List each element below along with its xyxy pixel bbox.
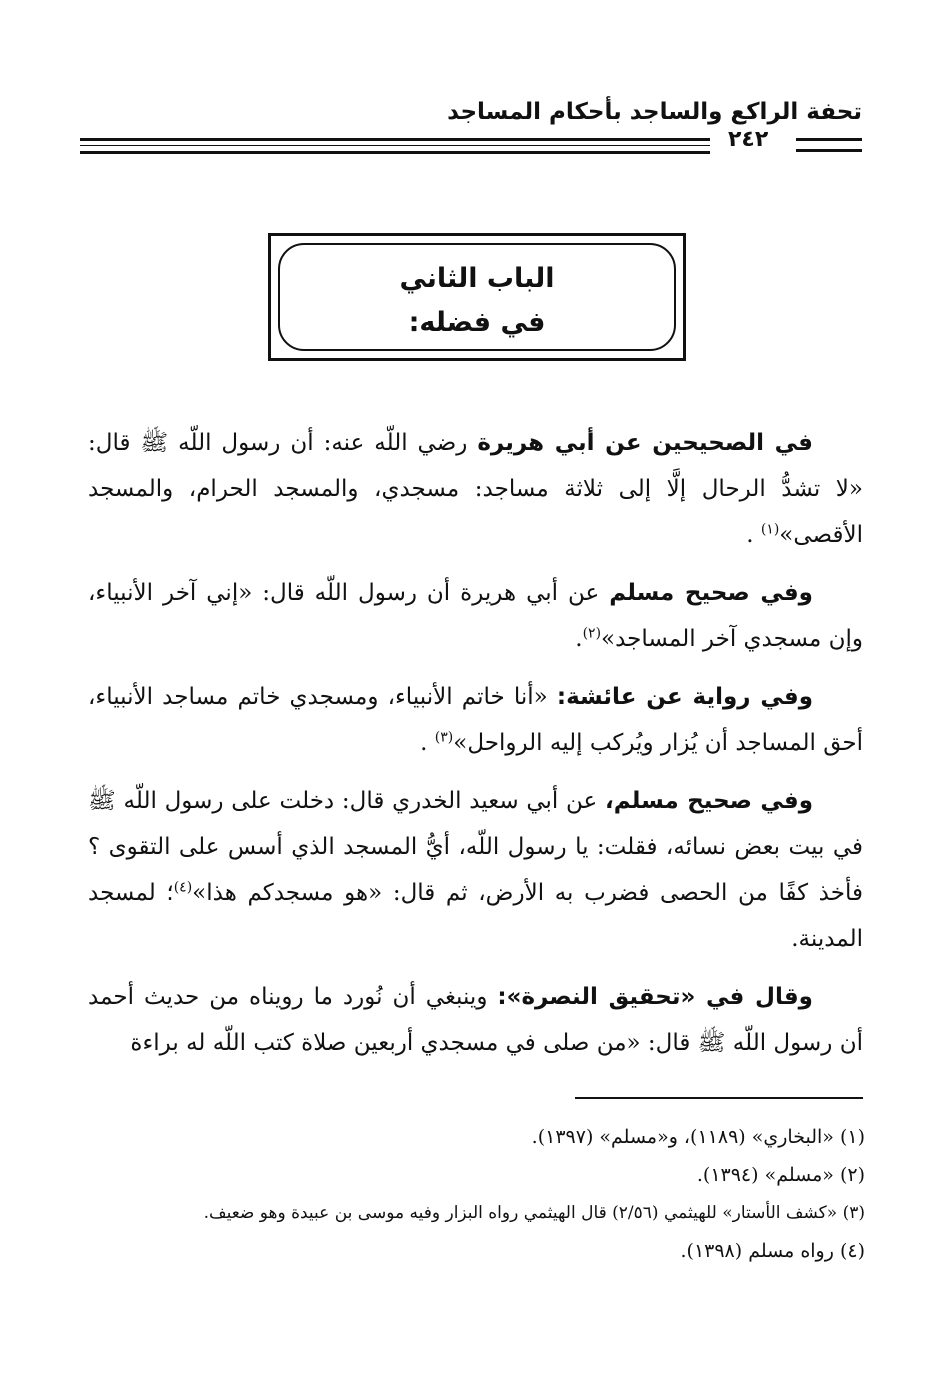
header-rule-top	[80, 138, 710, 141]
paragraph-lead: في الصحيحين عن أبي هريرة	[477, 430, 813, 456]
page-number-rule-top	[796, 138, 862, 141]
footnote-ref: (٤)	[173, 879, 193, 896]
footnote-3: (٣) «كشف الأستار» للهيثمي (٢/٥٦) قال الهيثمي رواه البزار وفيه موسى بن عبيدة وهو ضعيف.	[203, 1203, 865, 1223]
paragraph-lead: وفي رواية عن عائشة:	[556, 684, 813, 710]
page-header	[80, 95, 870, 165]
chapter-heading: الباب الثاني	[399, 263, 555, 294]
paragraph-4	[88, 778, 863, 962]
paragraph-lead: وقال في «تحقيق النصرة»:	[497, 984, 813, 1010]
paragraph-lead: وفي صحيح مسلم	[609, 580, 813, 606]
footnote-separator	[575, 1097, 863, 1099]
footnote-1: (١) «البخاري» (١١٨٩)، و«مسلم» (١٣٩٧).	[531, 1126, 865, 1148]
paragraph-5	[88, 974, 863, 1066]
book-title: تحفة الراكع والساجد بأحكام المساجد	[447, 99, 862, 125]
paragraph-text: «أنا خاتم الأنبياء، ومسجدي خاتم مساجد الأنبياء، أحق المساجد أن يُزار ويُركب إليه الرواحل»	[88, 684, 863, 756]
paragraph-end: .	[420, 730, 435, 756]
paragraph-end: ؛ لمسجد المدينة.	[88, 880, 863, 952]
page-number: ٢٤٢	[728, 127, 769, 152]
paragraph-3	[88, 674, 863, 766]
paragraph-text: عن أبي هريرة أن رسول اللّه قال: «إني آخر الأنبياء، وإن مسجدي آخر المساجد»	[88, 580, 863, 652]
footnote-4: (٤) رواه مسلم (١٣٩٨).	[680, 1240, 865, 1262]
page-number-rule-bottom	[796, 149, 862, 152]
paragraph-end: .	[746, 522, 761, 548]
footnote-ref: (٢)	[582, 625, 602, 642]
paragraph-1	[88, 420, 863, 558]
chapter-subheading: في فضله:	[408, 307, 546, 338]
chapter-title-inner-frame	[278, 243, 676, 351]
footnote-ref: (١)	[760, 521, 780, 538]
paragraph-text: عن أبي سعيد الخدري قال: دخلت على رسول اللّه ﷺ في بيت بعض نسائه، فقلت: يا رسول اللّه، أيُّ المسجد الذي أسس على التقوى ؟ فأخذ كفًا من الحصى فضرب به الأرض، ثم قال: «هو مسجدكم هذا»	[88, 788, 863, 906]
paragraph-end: .	[575, 626, 583, 652]
paragraph-2	[88, 570, 863, 662]
header-rule-top-thin	[80, 145, 710, 146]
footnote-2: (٢) «مسلم» (١٣٩٤).	[696, 1164, 865, 1186]
chapter-title-box	[268, 233, 686, 361]
main-text	[88, 420, 863, 1078]
header-rule-bottom	[80, 151, 710, 154]
footnotes	[88, 1118, 865, 1270]
paragraph-text: وينبغي أن نُورد ما رويناه من حديث أحمد أن رسول اللّه ﷺ قال: «من صلى في مسجدي أربعين صلاة كتب اللّه له براءة	[88, 984, 863, 1056]
footnote-ref: (٣)	[434, 729, 454, 746]
paragraph-text: رضي اللّه عنه: أن رسول اللّه ﷺ قال: «لا تشدُّ الرحال إلَّا إلى ثلاثة مساجد: مسجدي، والمسجد الحرام، والمسجد الأقصى»	[88, 430, 863, 548]
paragraph-lead: وفي صحيح مسلم،	[604, 788, 814, 814]
